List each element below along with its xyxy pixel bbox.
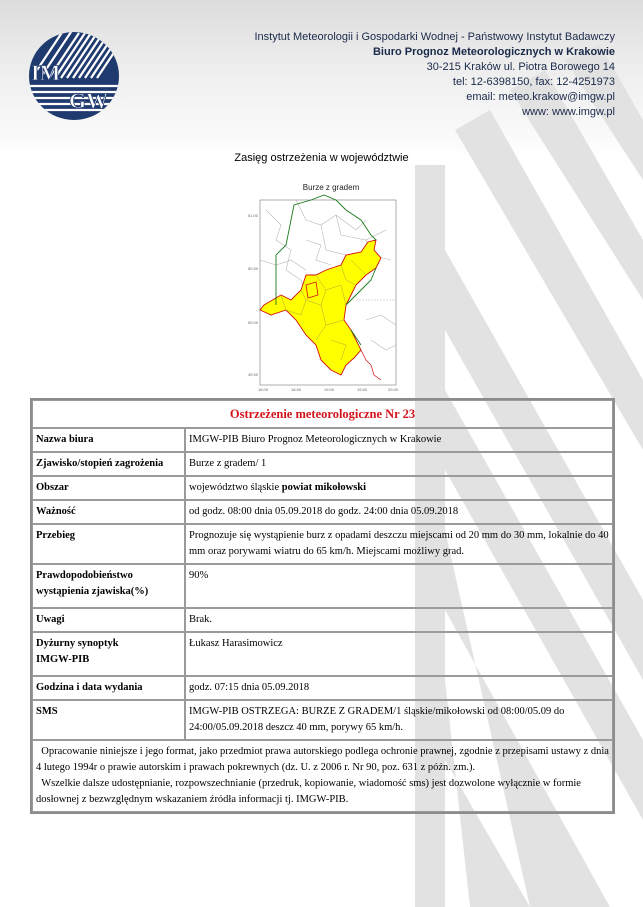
row-label: Przebieg [32,524,185,564]
imgw-logo [27,30,121,122]
map-title: Zasięg ostrzeżenia w województwie [234,152,409,164]
row-label: Ważność [32,500,185,524]
map-subtitle: Burze z gradem [302,183,360,192]
label-line: IMGW-PIB [36,654,90,665]
row-value: Prognozuje się wystąpienie burz z opadami deszczu miejscami od 20 mm do 30 mm, lokalnie do 40 mm oraz porywami wiatru do 65 km/h. Miejscami możliwy grad. [185,524,613,564]
copyright-notice [32,740,613,812]
table-row [32,524,613,564]
warning-title: Ostrzeżenie meteorologiczne Nr 23 [32,400,613,428]
row-label: Godzina i data wydania [32,676,185,700]
row-value: Burze z gradem/ 1 [185,452,613,476]
table-row [32,452,613,476]
office-phone: tel: 12-6398150, fax: 12-4251973 [452,76,615,88]
table-row [32,676,613,700]
office-address: 30-215 Kraków ul. Piotra Borowego 14 [426,61,615,73]
row-label: Uwagi [32,608,185,632]
copyright-line-1: Opracowanie niniejsze i jego format, jako przedmiot prawa autorskiego podlega ochronie prawnej, zgodnie z przepisami ustawy z dnia 4 lutego 1994r o prawie autorskim i prawach pokrewnych (dz. U. z 2006 r. Nr 90, poz. 631 z późn. zm.). [36,746,609,773]
row-label: Nazwa biura [32,428,185,452]
area-voivodeship: województwo śląskie [189,482,282,493]
svg-text:50.00: 50.00 [248,320,259,325]
table-row [32,500,613,524]
row-value: IMGW-PIB Biuro Prognoz Meteorologicznych w Krakowie [185,428,613,452]
institute-header [254,30,615,120]
row-value: Brak. [185,608,613,632]
svg-text:18.50: 18.50 [291,387,302,392]
copyright-line-2: Wszelkie dalsze udostępnianie, rozpowszechnianie (przedruk, kopiowanie, wiadomość sms) jest dozwolone wyłącznie w formie dosłownej z bezwzględnym wskazaniem źródła informacji tj. IMGW-PIB. [36,778,581,805]
table-row [32,476,613,500]
office-website[interactable]: www: www.imgw.pl [522,106,615,118]
warning-map [246,180,416,395]
row-label: Zjawisko/stopień zagrożenia [32,452,185,476]
svg-text:18.00: 18.00 [258,387,269,392]
svg-text:GW: GW [69,88,109,113]
svg-text:49.50: 49.50 [248,372,259,377]
office-email[interactable]: email: meteo.krakow@imgw.pl [466,91,615,103]
svg-text:19.50: 19.50 [357,387,368,392]
row-label: Prawdopodobieństwo wystąpienia zjawiska(%) [32,564,185,608]
institute-name: Instytut Meteorologii i Gospodarki Wodnej - Państwowy Instytut Badawczy [254,31,615,43]
svg-text:50.50: 50.50 [248,266,259,271]
svg-text:51.00: 51.00 [248,213,259,218]
table-row [32,428,613,452]
table-row [32,700,613,740]
row-value: 90% [185,564,613,608]
area-county: powiat mikołowski [281,482,367,493]
row-label: Obszar [32,476,185,500]
row-label [32,632,185,676]
table-row [32,632,613,676]
svg-text:20.00: 20.00 [388,387,399,392]
table-row [32,608,613,632]
svg-text:IM: IM [31,60,61,85]
copyright-footer-row [32,740,613,812]
warning-title-row [32,400,613,428]
label-line: Dyżurny synoptyk [36,638,119,649]
warning-table [30,398,615,814]
svg-text:19.00: 19.00 [324,387,335,392]
row-value: IMGW-PIB OSTRZEGA: BURZE Z GRADEM/1 śląskie/mikołowski od 08:00/05.09 do 24:00/05.09.2018 deszcz 40 mm, porywy 65 km/h. [185,700,613,740]
office-name: Biuro Prognoz Meteorologicznych w Krakowie [372,46,615,58]
table-row [32,564,613,608]
row-value: Łukasz Harasimowicz [185,632,613,676]
row-value: godz. 07:15 dnia 05.09.2018 [185,676,613,700]
voivodeship-map [246,180,416,395]
row-value [185,476,613,500]
row-value: od godz. 08:00 dnia 05.09.2018 do godz. 24:00 dnia 05.09.2018 [185,500,613,524]
row-label: SMS [32,700,185,740]
